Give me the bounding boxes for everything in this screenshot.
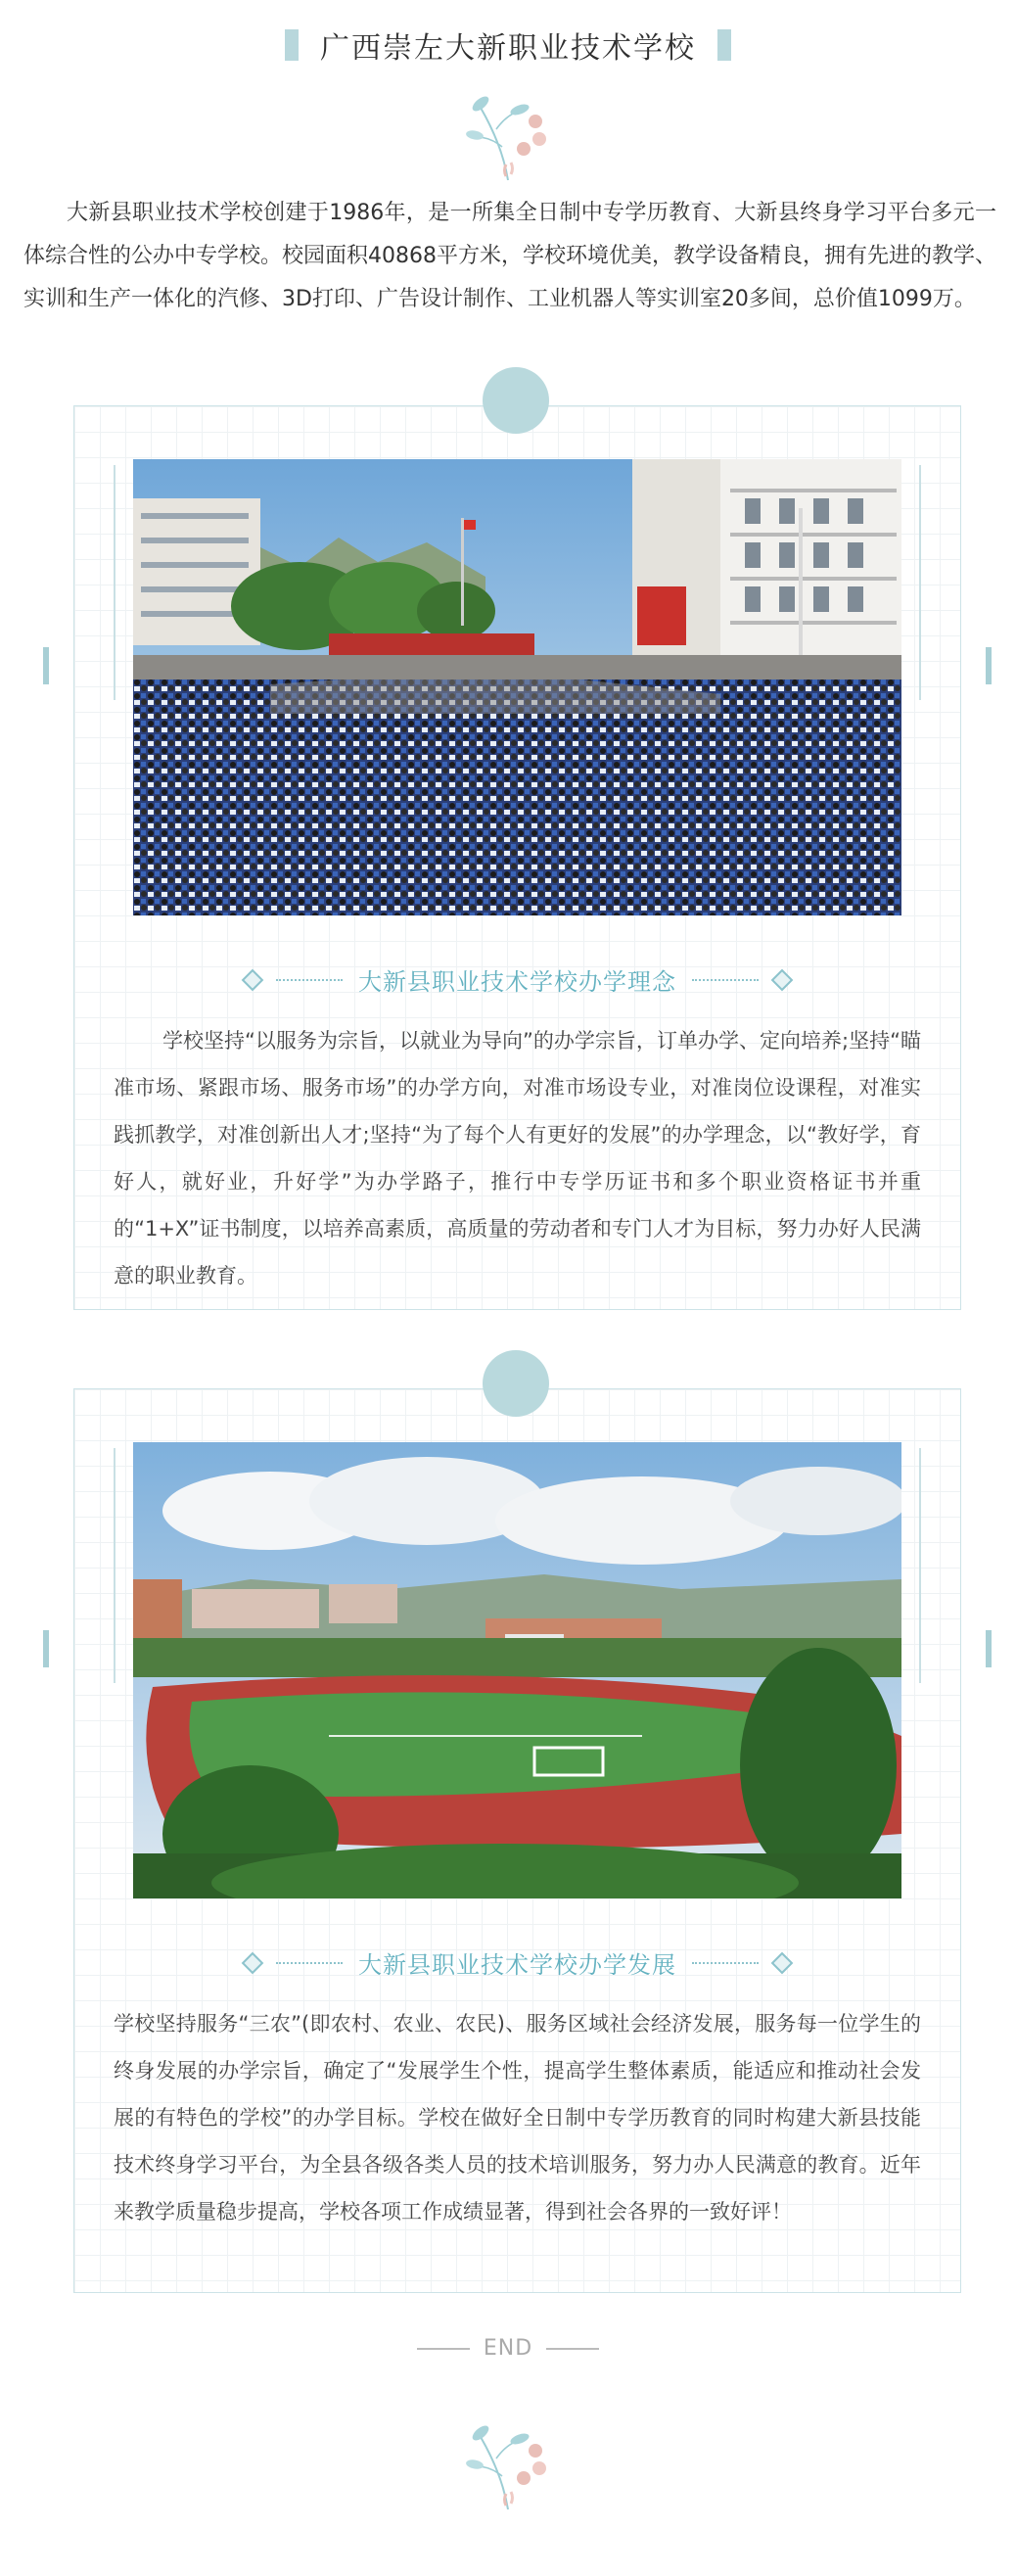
section-circle-ornament [483,1350,549,1417]
frame-tab-right [986,1630,992,1667]
section-circle-ornament [483,367,549,434]
end-line-left [417,2348,470,2350]
diamond-icon [771,1951,794,1974]
dotted-divider [692,979,759,981]
section-heading [74,1945,960,1980]
section-title: 大新县职业技术学校办学理念 [358,968,676,996]
section-heading [74,962,960,997]
header [0,23,1016,67]
title-bar-right [717,29,731,61]
frame-line-right [919,1448,921,1683]
diamond-icon [242,968,264,991]
page-title: 广西崇左大新职业技术学校 [320,31,696,66]
end-marker [0,2336,1016,2361]
end-line-right [546,2348,599,2350]
frame-line-right [919,465,921,700]
campus-assembly-photo [133,459,901,915]
intro-paragraph: 大新县职业技术学校创建于1986年，是一所集全日制中专学历教育、大新县终身学习平台多元一体综合性的公办中专学校。校园面积40868平方米，学校环境优美，教学设备精良，拥有先进的教学、实训和生产一体化的汽修、3D打印、广告设计制作、工业机器人等实训室20多间，总价值1099万。 [23,201,996,311]
frame-tab-left [43,1630,49,1667]
dotted-divider [276,979,343,981]
campus-sports-field-photo [133,1442,901,1898]
frame-tab-right [986,647,992,684]
dotted-divider [692,1962,759,1964]
section-development [73,1388,961,2293]
end-label: END [483,2336,533,2361]
floral-branch-icon [463,86,553,184]
section-paragraph: 学校坚持服务“三农”(即农村、农业、农民)、服务区域社会经济发展，服务每一位学生的终身发展的办学宗旨，确定了“发展学生个性，提高学生整体素质，能适应和推动社会发展的有特色的学校”的办学目标。学校在做好全日制中专学历教育的同时构建大新县技能技术终身学习平台，为全县各级各类人员的技术培训服务，努力办人民满意的教育。近年来教学质量稳步提高，学校各项工作成绩显著，得到社会各界的一致好评！ [114,2012,921,2224]
diamond-icon [242,1951,264,1974]
diamond-icon [771,968,794,991]
section-title: 大新县职业技术学校办学发展 [358,1951,676,1979]
title-bar-left [285,29,299,61]
frame-tab-left [43,647,49,684]
floral-branch-icon [463,2415,553,2513]
frame-line-left [114,465,115,700]
dotted-divider [276,1962,343,1964]
section-philosophy [73,405,961,1310]
frame-line-left [114,1448,115,1683]
section-paragraph: 学校坚持“以服务为宗旨，以就业为导向”的办学宗旨，订单办学、定向培养;坚持“瞄准市场、紧跟市场、服务市场”的办学方向，对准市场设专业，对准岗位设课程，对准实践抓教学，对准创新出人才;坚持“为了每个人有更好的发展”的办学理念，以“教好学，育好人，就好业，升好学”为办学路子，推行中专学历证书和多个职业资格证书并重的“1+X”证书制度，以培养高素质，高质量的劳动者和专门人才为目标，努力办好人民满意的职业教育。 [114,1029,921,1288]
